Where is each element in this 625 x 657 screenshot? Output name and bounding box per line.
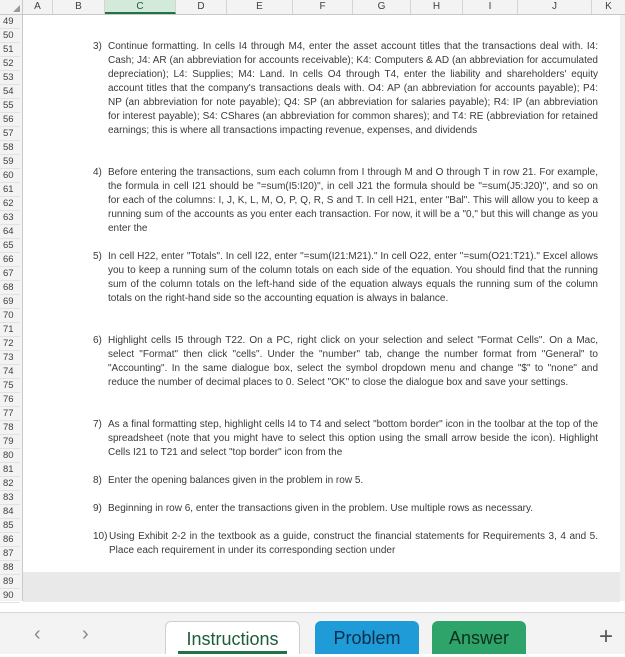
step-text: Enter the opening balances given in the problem in row 5. (108, 475, 364, 486)
row-header-55[interactable]: 55 (0, 99, 20, 113)
step-text: As a final formatting step, highlight cells I4 to T4 and select "bottom border" icon in the toolbar at the top of the spreadsheet (note that you might have to select this option using the small arrow beside the icon). Highlight Cells I21 to T21 and select "top border" icon from the (108, 419, 598, 458)
tab-instructions[interactable] (165, 621, 300, 654)
column-header-bar (0, 0, 625, 15)
row-header-82[interactable]: 82 (0, 477, 20, 491)
add-sheet-button[interactable]: + (598, 623, 613, 650)
instruction-step-9 (93, 502, 598, 516)
step-number: 4) (93, 167, 102, 178)
step-text: Before entering the transactions, sum each column from I through M and O through T in row 21. For example, the formula in cell I21 should be "=sum(I5:I20)", in cell J21 the formula should be "=sum(J5:J20)", and so on for each of the columns: I, J, K, L, M, O, P, Q, R, S and T. In cell H21, enter "Bal". This will allow you to keep a running sum of the accounts as you enter each transaction. For now, it will be a "0," but this will change as you enter the (108, 167, 598, 234)
column-header-I[interactable]: I (463, 0, 518, 14)
step-number: 7) (93, 419, 102, 430)
empty-cells-region[interactable] (23, 572, 620, 602)
column-header-A[interactable]: A (23, 0, 53, 14)
tab-problem[interactable] (315, 621, 419, 654)
step-number: 10) (93, 531, 108, 542)
step-text: Beginning in row 6, enter the transactions given in the problem. Use multiple rows as necessary. (108, 503, 534, 514)
row-header-76[interactable]: 76 (0, 393, 20, 407)
row-header-87[interactable]: 87 (0, 547, 20, 561)
row-header-53[interactable]: 53 (0, 71, 20, 85)
row-header-50[interactable]: 50 (0, 29, 20, 43)
step-number: 8) (93, 475, 102, 486)
column-header-H[interactable]: H (411, 0, 463, 14)
row-header-66[interactable]: 66 (0, 253, 20, 267)
row-header-71[interactable]: 71 (0, 323, 20, 337)
previous-sheet-icon[interactable]: ‹ (34, 623, 41, 645)
row-header-88[interactable]: 88 (0, 561, 20, 575)
row-header-61[interactable]: 61 (0, 183, 20, 197)
column-header-G[interactable]: G (353, 0, 411, 14)
row-header-73[interactable]: 73 (0, 351, 20, 365)
row-header-64[interactable]: 64 (0, 225, 20, 239)
row-header-79[interactable]: 79 (0, 435, 20, 449)
step-number: 5) (93, 251, 102, 262)
step-number: 9) (93, 503, 102, 514)
instruction-step-8 (93, 474, 598, 488)
column-header-D[interactable]: D (176, 0, 227, 14)
vertical-scrollbar[interactable] (620, 15, 625, 601)
row-header-84[interactable]: 84 (0, 505, 20, 519)
next-sheet-icon[interactable]: › (82, 623, 89, 645)
instruction-step-4 (93, 166, 598, 236)
select-all-corner[interactable] (0, 0, 23, 14)
row-header-67[interactable]: 67 (0, 267, 20, 281)
row-header-63[interactable]: 63 (0, 211, 20, 225)
tab-label: Instructions (186, 629, 279, 649)
column-header-J[interactable]: J (518, 0, 592, 14)
sheet-tab-bar (0, 612, 625, 654)
row-header-57[interactable]: 57 (0, 127, 20, 141)
instruction-step-3 (93, 40, 598, 138)
row-header-59[interactable]: 59 (0, 155, 20, 169)
row-header-74[interactable]: 74 (0, 365, 20, 379)
step-text: Highlight cells I5 through T22. On a PC, right click on your selection and select "Format Cells". On a Mac, select "Format" then click "cells". Under the "number" tab, change the number format from "General" to "Accounting". In the same dialogue box, select the symbol dropdown menu and change "$" to "none" and reduce the number of decimal places to 0. Select "OK" to close the dialogue box and save your settings. (108, 335, 598, 388)
step-number: 6) (93, 335, 102, 346)
column-header-C[interactable]: C (105, 0, 176, 14)
row-header-56[interactable]: 56 (0, 113, 20, 127)
row-header-75[interactable]: 75 (0, 379, 20, 393)
row-header-52[interactable]: 52 (0, 57, 20, 71)
row-header-81[interactable]: 81 (0, 463, 20, 477)
row-header-85[interactable]: 85 (0, 519, 20, 533)
row-header-49[interactable]: 49 (0, 15, 20, 29)
tab-answer[interactable] (432, 621, 526, 654)
tab-label: Problem (333, 628, 401, 648)
select-all-icon (13, 5, 20, 12)
row-header-70[interactable]: 70 (0, 309, 20, 323)
step-text: Using Exhibit 2-2 in the textbook as a guide, construct the financial statements for Requirements 3, 4 and 5. Place each requirement in under its corresponding section under (109, 531, 598, 556)
instruction-step-7 (93, 418, 598, 460)
step-text: In cell H22, enter "Totals". In cell I22, enter "=sum(I21:M21)." In cell O22, enter "=sum(O21:T21)." Excel allows you to keep a running sum of the column totals on each side of the equation. You should find that the running sum of the column totals on the left-hand side of the equation always equals the running sum of the column totals on the right-hand side so the accounting equation is always in balance. (108, 251, 598, 304)
row-header-62[interactable]: 62 (0, 197, 20, 211)
row-header-78[interactable]: 78 (0, 421, 20, 435)
column-header-K[interactable]: K (605, 1, 612, 12)
tab-label: Answer (448, 628, 510, 648)
column-header-F[interactable]: F (293, 0, 353, 14)
row-header-54[interactable]: 54 (0, 85, 20, 99)
instruction-step-5 (93, 250, 598, 306)
row-header-51[interactable]: 51 (0, 43, 20, 57)
row-header-77[interactable]: 77 (0, 407, 20, 421)
column-header-B[interactable]: B (53, 0, 105, 14)
row-header-89[interactable]: 89 (0, 575, 20, 589)
instruction-step-6 (93, 334, 598, 390)
row-header-90[interactable]: 90 (0, 589, 20, 603)
column-header-E[interactable]: E (227, 0, 293, 14)
row-header-86[interactable]: 86 (0, 533, 20, 547)
row-header-bar (0, 15, 23, 601)
row-header-65[interactable]: 65 (0, 239, 20, 253)
instruction-step-10 (93, 530, 598, 558)
row-header-83[interactable]: 83 (0, 491, 20, 505)
row-header-68[interactable]: 68 (0, 281, 20, 295)
row-header-72[interactable]: 72 (0, 337, 20, 351)
row-header-58[interactable]: 58 (0, 141, 20, 155)
row-header-80[interactable]: 80 (0, 449, 20, 463)
step-text: Continue formatting. In cells I4 through M4, enter the asset account titles that the transactions deal with. I4: Cash; J4: AR (an abbreviation for accounts receivable); K4: Computers & AD (an abbreviation for accumulated depreciation); L4: Supplies; M4: Land. In cells O4 through T4, enter the liability and shareholders' equity account titles that the company's transactions deals with. O4: AP (an abbreviation for accounts payable); P4: NP (an abbreviation for note payable); Q4: SP (an abbreviation for salaries payable); R4: IP (an abbreviation for interest payable); S4: CShares (an abbreviation for common shares); and T4: RE (abbreviation for retained earnings; this is where all transactions impacting revenue, expenses, and dividends (108, 41, 598, 136)
step-number: 3) (93, 41, 102, 52)
row-header-69[interactable]: 69 (0, 295, 20, 309)
row-header-60[interactable]: 60 (0, 169, 20, 183)
